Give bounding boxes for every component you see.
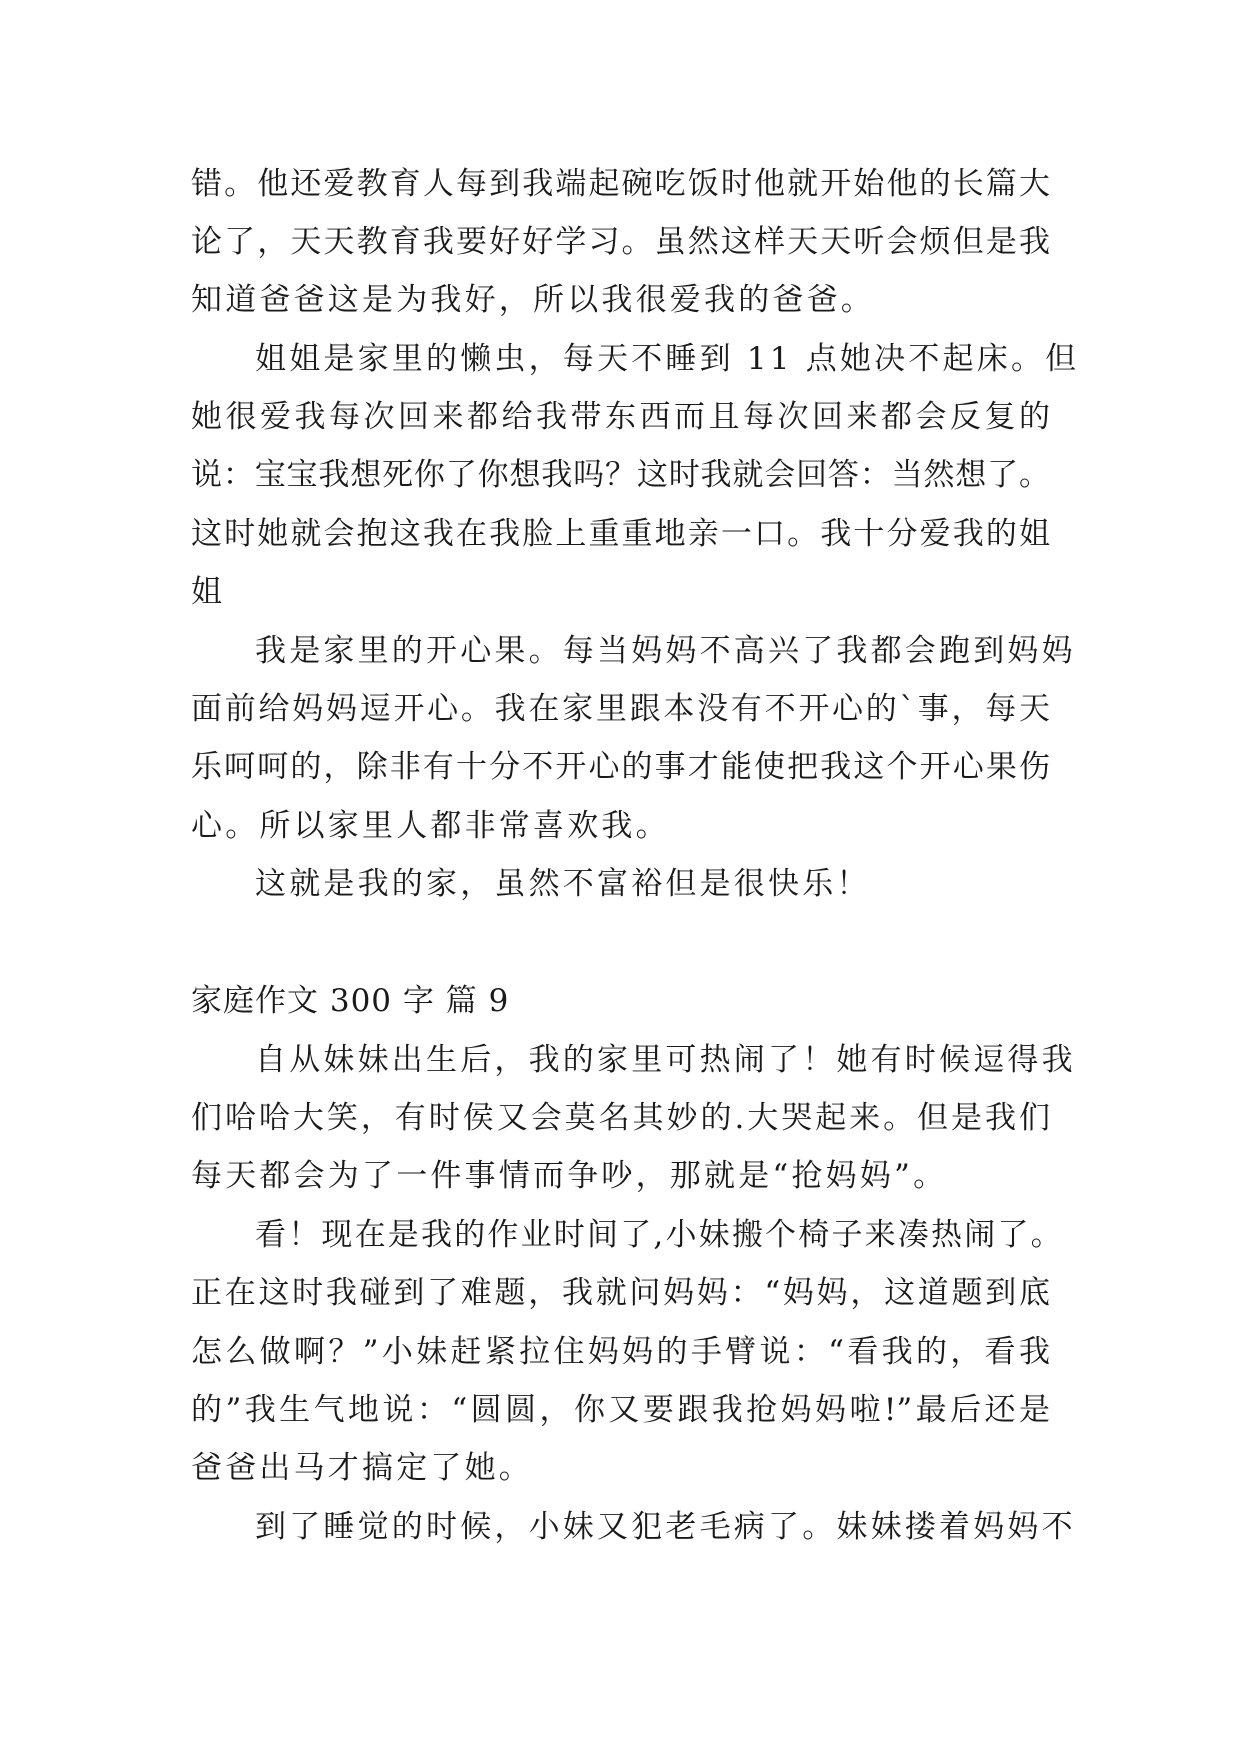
section-heading: 家庭作文 300 字 篇 9 xyxy=(191,983,510,1019)
paragraph-line: 说：宝宝我想死你了你想我吗？这时我就会回答：当然想了。 xyxy=(191,457,1050,493)
paragraph-line: 姐姐是家里的懒虫，每天不睡到 11 点她决不起床。但 xyxy=(255,341,1080,377)
paragraph-line: 怎么做啊？”小妹赶紧拉住妈妈的手臂说：“看我的，看我 xyxy=(191,1334,1050,1370)
paragraph-line: 这就是我的家，虽然不富裕但是很快乐！ xyxy=(255,866,871,902)
paragraph-line: 每天都会为了一件事情而争吵，那就是“抢妈妈”。 xyxy=(191,1158,948,1194)
paragraph-line: 面前给妈妈逗开心。我在家里跟本没有不开心的`事，每天 xyxy=(191,691,1050,727)
paragraph-line: 正在这时我碰到了难题，我就问妈妈：“妈妈，这道题到底 xyxy=(191,1275,1050,1311)
paragraph-line: 我是家里的开心果。每当妈妈不高兴了我都会跑到妈妈 xyxy=(255,633,1076,669)
paragraph-line: 这时她就会抱这我在我脸上重重地亲一口。我十分爱我的姐 xyxy=(191,516,1050,552)
paragraph-line: 乐呵呵的，除非有十分不开心的事才能使把我这个开心果伤 xyxy=(191,749,1050,785)
paragraph-line: 自从妹妹出生后，我的家里可热闹了！她有时候逗得我 xyxy=(255,1042,1076,1078)
paragraph-line: 知道爸爸这是为我好，所以我很爱我的爸爸。 xyxy=(191,282,875,318)
paragraph-line: 的”我生气地说：“圆圆，你又要跟我抢妈妈啦!”最后还是 xyxy=(191,1392,1050,1428)
paragraph-line: 爸爸出马才搞定了她。 xyxy=(191,1450,533,1486)
paragraph-line: 姐 xyxy=(191,574,226,610)
paragraph-line: 看！现在是我的作业时间了,小妹搬个椅子来凑热闹了。 xyxy=(255,1217,1064,1253)
paragraph-line: 们哈哈大笑，有时侯又会莫名其妙的.大哭起来。但是我们 xyxy=(191,1100,1050,1136)
paragraph-line: 错。他还爱教育人每到我端起碗吃饭时他就开始他的长篇大 xyxy=(191,166,1050,202)
paragraph-line: 她很爱我每次回来都给我带东西而且每次回来都会反复的 xyxy=(191,399,1050,435)
paragraph-line: 论了，天天教育我要好好学习。虽然这样天天听会烦但是我 xyxy=(191,224,1050,260)
paragraph-line: 到了睡觉的时候，小妹又犯老毛病了。妹妹搂着妈妈不 xyxy=(255,1509,1076,1545)
paragraph-line: 心。所以家里人都非常喜欢我。 xyxy=(191,808,670,844)
